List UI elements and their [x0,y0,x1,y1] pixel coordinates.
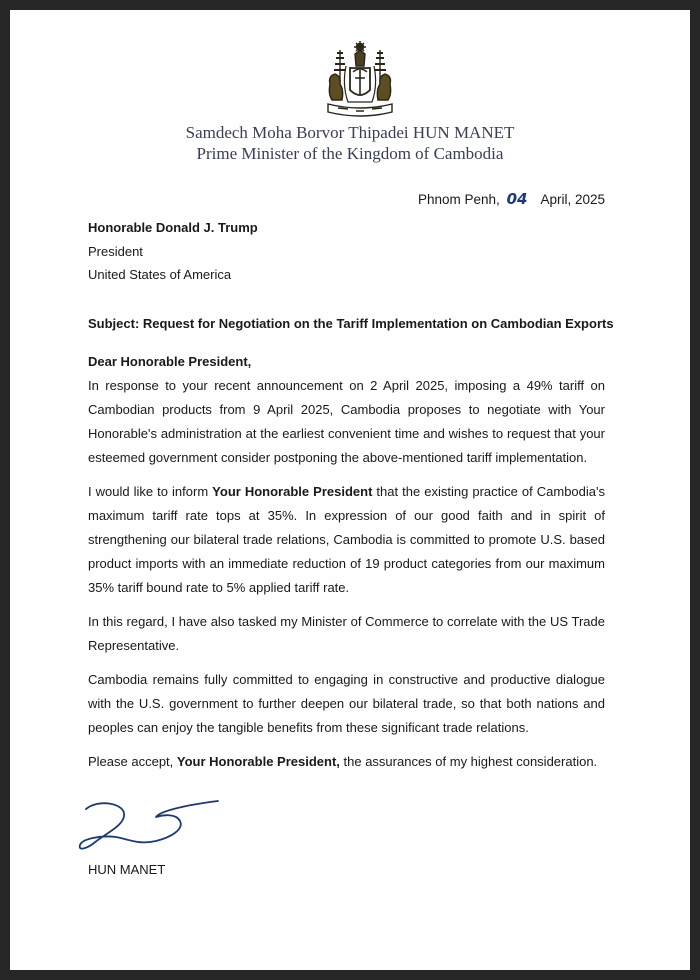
salutation: Dear Honorable President, [88,354,252,369]
addressee-name: Honorable Donald J. Trump [88,220,258,235]
paragraph-2-emphasis: Your Honorable President [212,484,373,499]
closing-emphasis: Your Honorable President, [176,754,340,769]
closing-text: Please accept, [88,754,177,769]
royal-coat-of-arms-icon [322,40,398,122]
addressee-country: United States of America [88,267,232,282]
addressee-title: President [88,243,143,259]
paragraph-2-text: I would like to inform [88,484,213,499]
paragraph-2 [88,480,605,600]
date-month-year: April, 2025 [540,192,605,207]
date-day-handwritten: 04 [506,190,528,208]
letter-page [10,10,690,970]
paragraph-2-text-cont: that the existing practice of Cambodia's maximum tariff rate tops at 35%. In expression of our good faith and in spirit of strengthening our bilateral trade relations, Cambodia is committed to promote U.S. based product imports with an immediate reduction of 19 product categories from our maximum 35% tariff bound rate to 5% applied tariff rate. [88,484,605,595]
paragraph-1: In response to your recent announcement on 2 April 2025, imposing a 49% tariff on Cambodian products from 9 April 2025, Cambodia proposes to negotiate with Your Honorable's administration at the earliest convenient time and wishes to request that your esteemed government consider postponing the above-mentioned tariff implementation. [88,378,605,465]
paragraph-4: Cambodia remains fully committed to engaging in constructive and productive dialogue with the U.S. government to further deepen our bilateral trade, so that both nations and peoples can enjoy the tangible benefits from these significant trade relations. [88,672,605,735]
closing [88,750,605,774]
paragraph-3: In this regard, I have also tasked my Minister of Commerce to correlate with the US Trade Representative. [88,614,605,653]
letterhead-title: Prime Minister of the Kingdom of Cambodia [196,144,504,163]
addressee-block [88,216,258,287]
closing-text-cont: the assurances of my highest consideration. [339,754,598,769]
handwritten-signature-icon [76,795,226,855]
letterhead-name: Samdech Moha Borvor Thipadei HUN MANET [185,123,515,142]
signer-name: HUN MANET [88,862,166,877]
dateline [418,190,605,208]
subject-line: Subject: Request for Negotiation on the Tariff Implementation on Cambodian Exports [88,316,614,331]
letter-body [88,350,605,784]
date-place: Phnom Penh, [417,192,500,207]
letterhead [10,122,690,164]
